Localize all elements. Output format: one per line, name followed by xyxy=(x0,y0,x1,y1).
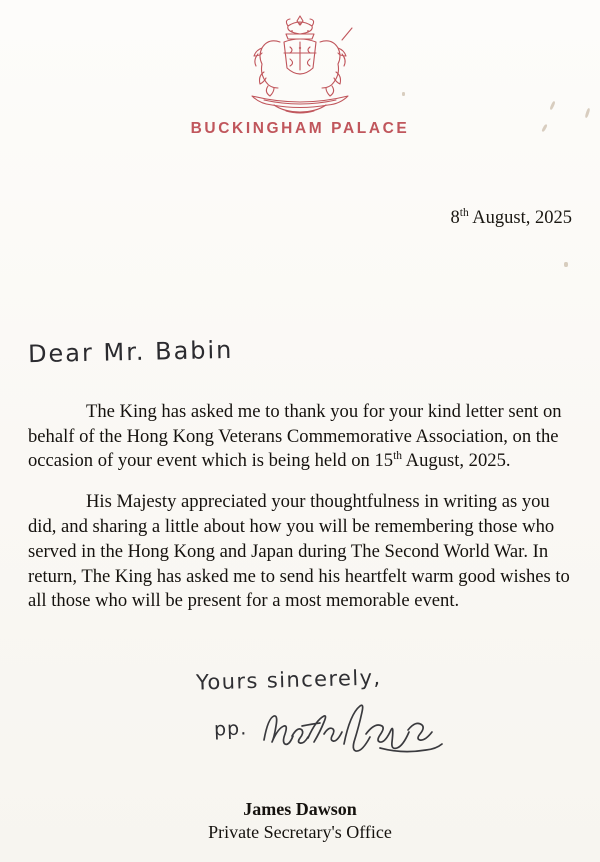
letter-body xyxy=(28,400,576,630)
paragraph-text-part2: August, 2025. xyxy=(402,450,511,472)
letterhead xyxy=(0,0,600,138)
paper-speck xyxy=(564,262,568,267)
signer-name: James Dawson xyxy=(243,799,357,819)
date-rest: August, 2025 xyxy=(468,208,572,229)
paragraph-text-part1: His Majesty appreciated your thoughtfulness in writing as you did, and sharing a little about how you will be remembering those who served in the Hong Kong and Japan during The Second World War. In return, The King has asked me to send his heartfelt warm good wishes to all those who will be present for a most memorable event. xyxy=(28,491,570,612)
paragraph-text-part1: The King has asked me to thank you for your kind letter sent on behalf of the Hong Kong Veterans Commemorative Association, on the occasion of your event which is being held on 15 xyxy=(28,401,562,472)
letterhead-title: BUCKINGHAM PALACE xyxy=(190,120,410,137)
date-ordinal: th xyxy=(459,207,469,219)
body-paragraph xyxy=(28,490,576,614)
royal-coat-of-arms-crest-icon xyxy=(230,12,370,116)
signer-role: Private Secretary's Office xyxy=(208,821,392,842)
letter-date xyxy=(451,207,572,229)
signoff-closing: Yours sincerely, xyxy=(195,665,382,695)
salutation: Dear Mr. Babin xyxy=(27,335,234,369)
paper-speck xyxy=(402,92,405,96)
body-paragraph xyxy=(28,400,576,474)
signoff-pp: pp. xyxy=(213,717,248,741)
closing-block xyxy=(0,798,600,843)
paragraph-ordinal: th xyxy=(393,450,403,463)
natalie-dawson-signature-icon xyxy=(258,700,448,762)
date-day: 8 xyxy=(450,208,460,229)
